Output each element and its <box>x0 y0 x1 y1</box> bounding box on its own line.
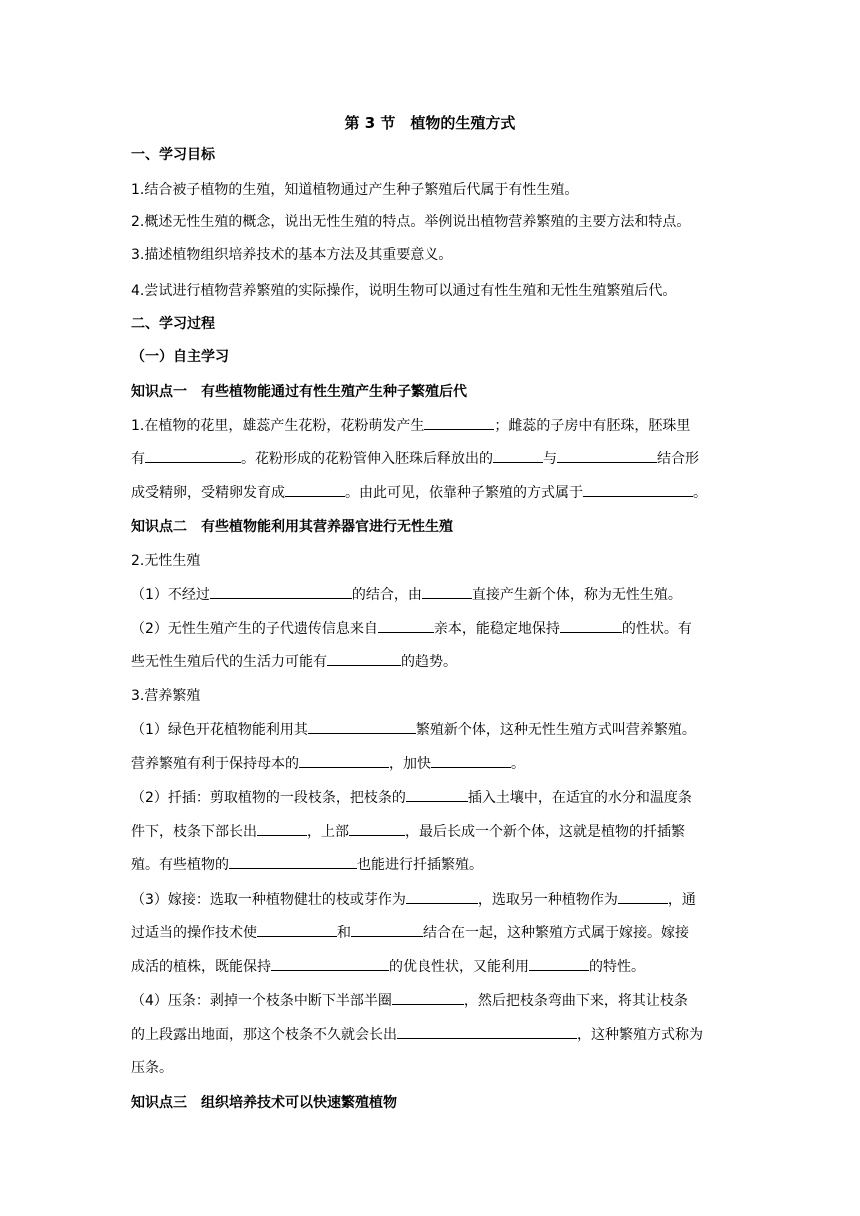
blank[interactable] <box>583 482 693 497</box>
blank[interactable] <box>349 821 405 836</box>
blank[interactable] <box>406 889 478 904</box>
knowledge-point-2: 知识点二 有些植物能利用其营养器官进行无性生殖 <box>131 519 453 535</box>
q3-line-8: 成活的植株，既能保持 的优良性状，又能利用 的特性。 <box>131 956 645 977</box>
q2-line-2: （2）无性生殖产生的子代遗传信息来自 亲本，能稳定地保持 的性状。有 <box>131 618 692 639</box>
blank[interactable] <box>257 922 337 937</box>
page-title: 第 3 节 植物的生殖方式 <box>344 114 516 132</box>
q2-line-3: 些无性生殖后代的生活力可能有 的趋势。 <box>131 651 457 672</box>
section-heading-process: 二、学习过程 <box>131 316 215 332</box>
goal-item-4: 4.尝试进行植物营养繁殖的实际操作，说明生物可以通过有性生殖和无性生殖繁殖后代。 <box>131 283 677 299</box>
blank[interactable] <box>145 448 241 463</box>
q2-line-1: （1）不经过 的结合，由 直接产生新个体，称为无性生殖。 <box>131 584 682 605</box>
blank[interactable] <box>422 584 472 599</box>
q3-line-1: （1）绿色开花植物能利用其 繁殖新个体，这种无性生殖方式叫营养繁殖。 <box>131 719 696 740</box>
q3-line-4: 件下，枝条下部长出 ，上部 ，最后长成一个新个体，这就是植物的扦插繁 <box>131 821 685 842</box>
q3-line-2: 营养繁殖有利于保持母本的 ，加快 。 <box>131 753 525 774</box>
blank[interactable] <box>271 956 389 971</box>
blank[interactable] <box>529 956 589 971</box>
blank[interactable] <box>424 415 494 430</box>
knowledge-point-1: 知识点一 有些植物能通过有性生殖产生种子繁殖后代 <box>131 384 467 400</box>
knowledge-point-3: 知识点三 组织培养技术可以快速繁殖植物 <box>131 1095 397 1111</box>
q3-line-9: （4）压条：剥掉一个枝条中断下半部半圈 ，然后把枝条弯曲下来，将其让枝条 <box>131 990 688 1011</box>
q3-line-10: 的上段露出地面，那这个枝条不久就会长出 ，这种繁殖方式称为 <box>131 1024 703 1045</box>
q3-line-5: 殖。有些植物的 也能进行扦插繁殖。 <box>131 854 483 875</box>
blank[interactable] <box>560 618 622 633</box>
q2-heading: 2.无性生殖 <box>131 553 201 569</box>
goal-item-3: 3.描述植物组织培养技术的基本方法及其重要意义。 <box>131 247 453 263</box>
blank[interactable] <box>308 719 416 734</box>
section-heading-goals: 一、学习目标 <box>131 147 215 163</box>
blank[interactable] <box>431 753 511 768</box>
q1-line-2: 有 。花粉形成的花粉管伸入胚珠后释放出的 与 结合形 <box>131 448 699 469</box>
subsection-heading: （一）自主学习 <box>131 349 229 365</box>
blank[interactable] <box>351 922 423 937</box>
blank[interactable] <box>557 448 657 463</box>
blank[interactable] <box>378 618 434 633</box>
q1-line-1: 1.在植物的花里，雄蕊产生花粉，花粉萌发产生 ；雌蕊的子房中有胚珠，胚珠里 <box>131 415 690 436</box>
blank[interactable] <box>285 482 345 497</box>
blank[interactable] <box>229 854 357 869</box>
blank[interactable] <box>397 1024 577 1039</box>
q3-line-6: （3）嫁接：选取一种植物健壮的枝或芽作为 ，选取另一种植物作为 ，通 <box>131 889 696 910</box>
q3-line-7: 过适当的操作技术使 和 结合在一起，这种繁殖方式属于嫁接。嫁接 <box>131 922 689 943</box>
blank[interactable] <box>493 448 543 463</box>
blank[interactable] <box>392 990 464 1005</box>
blank[interactable] <box>299 753 389 768</box>
goal-item-1: 1.结合被子植物的生殖，知道植物通过产生种子繁殖后代属于有性生殖。 <box>131 182 579 198</box>
q1-line-3: 成受精卵，受精卵发育成 。由此可见，依靠种子繁殖的方式属于 。 <box>131 482 707 503</box>
blank[interactable] <box>210 584 352 599</box>
blank[interactable] <box>406 787 468 802</box>
blank[interactable] <box>327 651 401 666</box>
blank[interactable] <box>618 889 668 904</box>
q3-line-11: 压条。 <box>131 1060 173 1076</box>
blank[interactable] <box>257 821 307 836</box>
q3-heading: 3.营养繁殖 <box>131 688 201 704</box>
q3-line-3: （2）扦插：剪取植物的一段枝条，把枝条的 插入土壤中，在适宜的水分和温度条 <box>131 787 692 808</box>
goal-item-2: 2.概述无性生殖的概念，说出无性生殖的特点。举例说出植物营养繁殖的主要方法和特点。 <box>131 214 691 230</box>
